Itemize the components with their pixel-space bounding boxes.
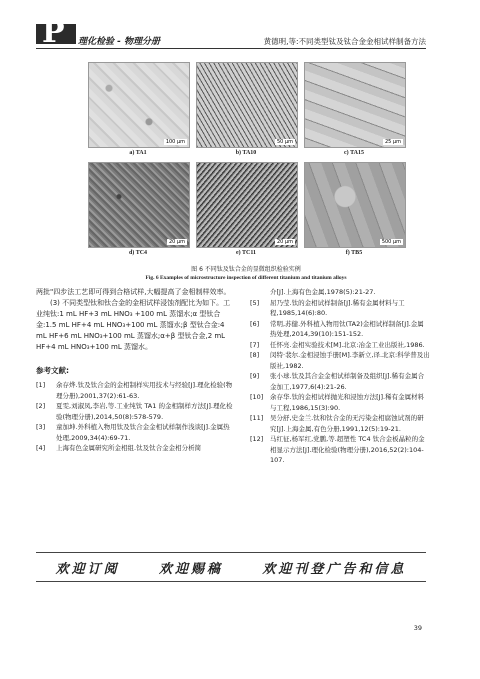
journal-name: 理化检验 - 物理分册 — [78, 37, 161, 47]
figure-caption-en: Fig. 6 Examples of microstructure inspection of different titanium and titanium alloys — [145, 275, 347, 281]
panel-label: f) TB5 — [345, 250, 363, 256]
reference-text: 常明,苏健.外科植入物用钛(TA2)金相试样制备[J].金属热处理,2014,39(10):151-152. — [270, 319, 424, 338]
banner-advertise: 欢迎刊登广告和信息 — [262, 561, 407, 577]
panel-tc4 — [88, 162, 188, 258]
page-number: 39 — [413, 624, 422, 632]
reference-text: 上海有色金属研究所金相组.钛及钛合金金相分析简 — [56, 444, 202, 452]
reference-number: [6] — [250, 319, 260, 328]
reference-item — [250, 413, 430, 434]
reference-text: 马红征,杨军红,党鹏,等.超塑性 TC4 钛合金板晶粒的金相显示方法[J].理化检验(物理分册),2016,52(2):104-107. — [270, 435, 425, 464]
panel-tb5 — [304, 162, 404, 258]
panel-tc11 — [196, 162, 296, 258]
reference-text: 吴分舒,史金兰.钛和钛合金的无污染金相腐蚀试剂的研究[J].上海金属,有色分册,1991,12(5):19-21. — [270, 414, 424, 433]
page-header — [0, 0, 480, 52]
journal-logo-letter: P — [42, 15, 63, 50]
reference-number: [5] — [250, 298, 260, 307]
reference-text: 童加坤.外科植入物用钛及钛合金金相试样制作浅谈[J].金属热处理,2009,34(4):69-71. — [56, 423, 230, 442]
panel-label: c) TA15 — [344, 150, 364, 156]
reference-number: [11] — [250, 414, 264, 422]
reference-item — [36, 380, 236, 401]
reference-number: [2] — [36, 402, 46, 410]
reference-item — [36, 443, 236, 454]
micrograph-image — [304, 162, 406, 248]
reference-number: [3] — [36, 423, 46, 431]
micrograph-image — [304, 62, 406, 148]
reference-number: [7] — [250, 340, 260, 349]
scale-bar: 20 μm — [168, 239, 185, 245]
scale-bar: 100 μm — [165, 139, 185, 145]
reference-text: 余存华.钛的金相试样抛光和浸蚀方法[J].稀有金属材料与工程,1986,15(3):90. — [270, 393, 425, 412]
reference-item — [250, 340, 430, 351]
references-heading: 参考文献: — [36, 366, 69, 375]
running-title: 黄德明,等:不同类型钛及钛合金金相试样制备方法 — [263, 37, 426, 46]
panel-label: b) TA10 — [235, 150, 257, 156]
reference-item — [250, 287, 430, 298]
reference-item — [36, 401, 236, 422]
reference-number: [12] — [250, 435, 264, 443]
panel-ta10 — [196, 62, 296, 158]
scale-bar: 50 μm — [276, 139, 293, 145]
reference-item — [250, 392, 430, 413]
panel-label: e) TC11 — [235, 250, 257, 256]
reference-item — [250, 350, 430, 371]
reference-number: [9] — [250, 372, 260, 380]
micrograph-image — [88, 162, 190, 248]
reference-item — [36, 422, 236, 443]
micrograph-image — [196, 62, 298, 148]
figure-caption-cn: 图 6 不同钛及钛合金的显微组织检验实例 — [191, 266, 301, 273]
header-rule — [36, 48, 426, 49]
reference-number — [250, 287, 270, 298]
reference-number: [8] — [250, 351, 260, 359]
reference-text: 闵特·裴尔.金相浸蚀手册[M].李新立,译.北京:科学普及出版社,1982. — [270, 351, 430, 370]
scale-bar: 500 μm — [381, 239, 401, 245]
reference-item — [250, 371, 430, 392]
panel-label: a) TA1 — [129, 150, 147, 156]
scale-bar: 25 μm — [384, 139, 401, 145]
scale-bar: 20 μm — [276, 239, 293, 245]
reference-text: 介[J].上海有色金属,1978(5):21-27. — [270, 288, 376, 296]
reference-text: 任怀亮.金相实验技术[M].北京:冶金工业出版社,1986. — [270, 340, 425, 349]
reference-text: 张小球.钛及其合金金相试样制备及组织[J].稀有金属合金加工,1977,6(4):21-26. — [270, 372, 425, 391]
reference-text: 屈乃莹.钛的金相试样制备[J].稀有金属材料与工程,1985,14(6):80. — [270, 298, 405, 317]
micrograph-image — [88, 62, 190, 148]
body-paragraph: (3) 不同类型钛和钛合金的金相试样浸蚀剂配比为如下。工业纯钛:1 mL HF+3 mL HNO₃ +100 mL 蒸馏水;α 型钛合金:1.5 mL HF+4 mL HNO₃+100 mL 蒸馏水;β 型钛合金:4 mL HF+6 mL HNO₃+100 mL 蒸馏水;α+β 型钛合金,2 mL HF+4 mL HNO₃+100 mL 蒸馏水。 — [36, 299, 231, 351]
reference-number: [10] — [250, 393, 264, 401]
panel-label: d) TC4 — [128, 250, 148, 256]
banner-submit: 欢迎赐稿 — [158, 561, 223, 577]
reference-text: 余存烨.钛及钛合金的金相制样实用技术与经验[J].理化检验(物理分册),2001,37(2):61-63. — [56, 381, 233, 400]
panel-ta15 — [304, 62, 404, 158]
body-paragraph: 两批"四步法工艺即可得到合格试样,大幅提高了金相制样效率。 — [36, 288, 231, 296]
left-column — [36, 287, 236, 454]
reference-number: [4] — [36, 444, 46, 452]
reference-item — [250, 298, 430, 319]
banner-subscribe: 欢迎订阅 — [55, 561, 120, 577]
reference-item — [250, 434, 430, 466]
promo-banner — [36, 552, 426, 582]
micrograph-image — [196, 162, 298, 248]
figure-6 — [88, 62, 404, 281]
reference-text: 夏雯,刘淑凤,李岩,等.工业纯钛 TA1 的金相制样方法[J].理化检验(物理分册),2014,50(8):578-579. — [56, 402, 233, 421]
right-column — [250, 287, 430, 466]
reference-number: [1] — [36, 381, 46, 389]
reference-item — [250, 319, 430, 340]
panel-ta1 — [88, 62, 188, 158]
